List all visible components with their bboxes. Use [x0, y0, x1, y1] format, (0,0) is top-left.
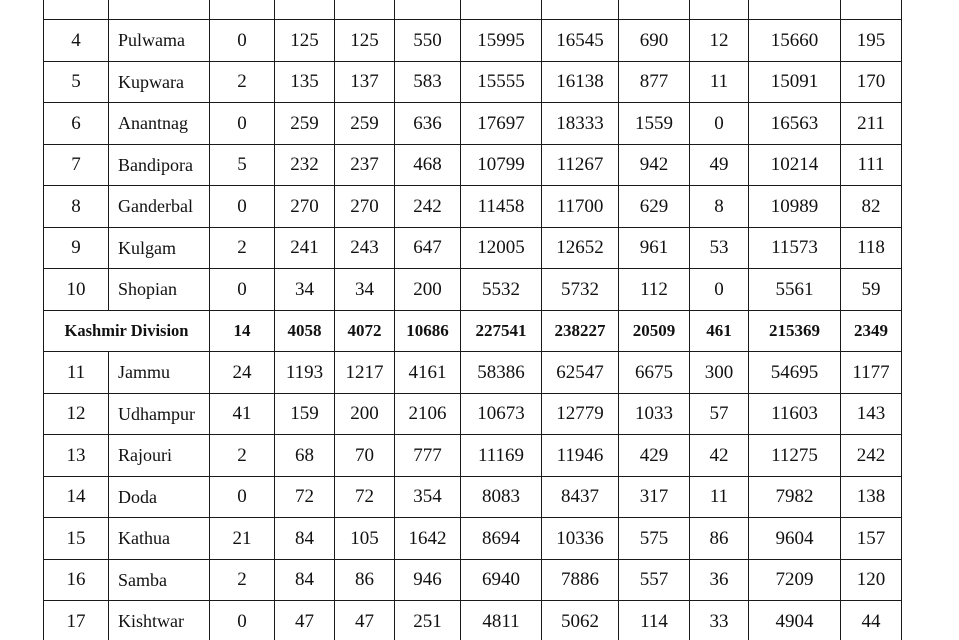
- table-cell: [335, 0, 395, 20]
- district-name-cell: Samba: [109, 559, 210, 601]
- table-row: [44, 601, 902, 640]
- division-total-row: [44, 310, 902, 352]
- value-cell: 0: [210, 601, 275, 640]
- value-cell: 251: [395, 601, 461, 640]
- value-cell: 15995: [461, 20, 542, 62]
- serial-number-cell: 9: [44, 227, 109, 269]
- table-cell: [690, 0, 749, 20]
- value-cell: 0: [690, 269, 749, 311]
- value-cell: 777: [395, 435, 461, 477]
- table-row: [44, 186, 902, 228]
- value-cell: 9604: [749, 518, 841, 560]
- district-name-cell: Jammu: [109, 352, 210, 394]
- value-cell: 24: [210, 352, 275, 394]
- serial-number-cell: 16: [44, 559, 109, 601]
- value-cell: 53: [690, 227, 749, 269]
- value-cell: 59: [841, 269, 902, 311]
- value-cell: 16138: [542, 61, 619, 103]
- division-total-cell: 14: [210, 310, 275, 352]
- value-cell: 211: [841, 103, 902, 145]
- value-cell: 575: [619, 518, 690, 560]
- value-cell: 11700: [542, 186, 619, 228]
- value-cell: 84: [275, 518, 335, 560]
- value-cell: 1642: [395, 518, 461, 560]
- value-cell: 16563: [749, 103, 841, 145]
- district-name-cell: Kupwara: [109, 61, 210, 103]
- value-cell: 49: [690, 144, 749, 186]
- value-cell: 12: [690, 20, 749, 62]
- value-cell: 41: [210, 393, 275, 435]
- value-cell: 34: [275, 269, 335, 311]
- value-cell: 5062: [542, 601, 619, 640]
- value-cell: 5732: [542, 269, 619, 311]
- table-row: [44, 144, 902, 186]
- value-cell: 0: [210, 186, 275, 228]
- district-name-cell: Rajouri: [109, 435, 210, 477]
- value-cell: 10214: [749, 144, 841, 186]
- division-total-cell: 238227: [542, 310, 619, 352]
- value-cell: 10336: [542, 518, 619, 560]
- table-cell: [542, 0, 619, 20]
- serial-number-cell: 17: [44, 601, 109, 640]
- value-cell: 1033: [619, 393, 690, 435]
- division-total-cell: 215369: [749, 310, 841, 352]
- serial-number-cell: 12: [44, 393, 109, 435]
- value-cell: 354: [395, 476, 461, 518]
- value-cell: 112: [619, 269, 690, 311]
- value-cell: 7209: [749, 559, 841, 601]
- value-cell: 241: [275, 227, 335, 269]
- district-name-cell: Kishtwar: [109, 601, 210, 640]
- serial-number-cell: 4: [44, 20, 109, 62]
- value-cell: 4811: [461, 601, 542, 640]
- table-row-cropped-top: [44, 0, 902, 20]
- value-cell: 44: [841, 601, 902, 640]
- value-cell: 42: [690, 435, 749, 477]
- district-name-cell: Anantnag: [109, 103, 210, 145]
- value-cell: 11: [690, 476, 749, 518]
- value-cell: 11169: [461, 435, 542, 477]
- value-cell: 2: [210, 435, 275, 477]
- value-cell: 259: [335, 103, 395, 145]
- value-cell: 0: [690, 103, 749, 145]
- serial-number-cell: 10: [44, 269, 109, 311]
- value-cell: 159: [275, 393, 335, 435]
- table-cell: [841, 0, 902, 20]
- value-cell: 5: [210, 144, 275, 186]
- value-cell: 1559: [619, 103, 690, 145]
- value-cell: 647: [395, 227, 461, 269]
- value-cell: 120: [841, 559, 902, 601]
- table-cell: [619, 0, 690, 20]
- value-cell: 47: [335, 601, 395, 640]
- table-cell: [275, 0, 335, 20]
- division-total-cell: 227541: [461, 310, 542, 352]
- value-cell: 58386: [461, 352, 542, 394]
- district-name-cell: Kulgam: [109, 227, 210, 269]
- value-cell: 300: [690, 352, 749, 394]
- value-cell: 11: [690, 61, 749, 103]
- value-cell: 5561: [749, 269, 841, 311]
- serial-number-cell: 11: [44, 352, 109, 394]
- value-cell: 15091: [749, 61, 841, 103]
- value-cell: 11603: [749, 393, 841, 435]
- value-cell: 200: [395, 269, 461, 311]
- value-cell: 242: [841, 435, 902, 477]
- value-cell: 170: [841, 61, 902, 103]
- table-row: [44, 518, 902, 560]
- value-cell: 2: [210, 227, 275, 269]
- value-cell: 237: [335, 144, 395, 186]
- table-row: [44, 435, 902, 477]
- table-row: [44, 103, 902, 145]
- value-cell: 961: [619, 227, 690, 269]
- value-cell: 1177: [841, 352, 902, 394]
- value-cell: 6675: [619, 352, 690, 394]
- value-cell: 270: [275, 186, 335, 228]
- division-total-cell: 461: [690, 310, 749, 352]
- value-cell: 6940: [461, 559, 542, 601]
- value-cell: 583: [395, 61, 461, 103]
- table-row: [44, 269, 902, 311]
- division-total-cell: 10686: [395, 310, 461, 352]
- value-cell: 17697: [461, 103, 542, 145]
- table-cell: [395, 0, 461, 20]
- value-cell: 105: [335, 518, 395, 560]
- value-cell: 157: [841, 518, 902, 560]
- district-name-cell: Bandipora: [109, 144, 210, 186]
- value-cell: 21: [210, 518, 275, 560]
- value-cell: 4904: [749, 601, 841, 640]
- value-cell: 195: [841, 20, 902, 62]
- value-cell: 232: [275, 144, 335, 186]
- value-cell: 690: [619, 20, 690, 62]
- table-body: [44, 0, 902, 640]
- value-cell: 4161: [395, 352, 461, 394]
- table-row: [44, 559, 902, 601]
- value-cell: 2: [210, 559, 275, 601]
- value-cell: 1193: [275, 352, 335, 394]
- serial-number-cell: 5: [44, 61, 109, 103]
- district-name-cell: Shopian: [109, 269, 210, 311]
- division-total-cell: 4058: [275, 310, 335, 352]
- table-row: [44, 227, 902, 269]
- value-cell: 243: [335, 227, 395, 269]
- value-cell: 57: [690, 393, 749, 435]
- value-cell: 636: [395, 103, 461, 145]
- value-cell: 200: [335, 393, 395, 435]
- value-cell: 1217: [335, 352, 395, 394]
- value-cell: 16545: [542, 20, 619, 62]
- value-cell: 2106: [395, 393, 461, 435]
- serial-number-cell: 13: [44, 435, 109, 477]
- value-cell: 72: [335, 476, 395, 518]
- table-cell: [44, 0, 109, 20]
- district-name-cell: Kathua: [109, 518, 210, 560]
- serial-number-cell: 8: [44, 186, 109, 228]
- table-row: [44, 476, 902, 518]
- district-name-cell: Pulwama: [109, 20, 210, 62]
- value-cell: 0: [210, 269, 275, 311]
- value-cell: 12779: [542, 393, 619, 435]
- value-cell: 54695: [749, 352, 841, 394]
- value-cell: 118: [841, 227, 902, 269]
- serial-number-cell: 7: [44, 144, 109, 186]
- value-cell: 11458: [461, 186, 542, 228]
- value-cell: 15660: [749, 20, 841, 62]
- district-name-cell: Udhampur: [109, 393, 210, 435]
- value-cell: 86: [690, 518, 749, 560]
- serial-number-cell: 14: [44, 476, 109, 518]
- division-label: Kashmir Division: [44, 310, 210, 352]
- value-cell: 137: [335, 61, 395, 103]
- serial-number-cell: 6: [44, 103, 109, 145]
- value-cell: 557: [619, 559, 690, 601]
- division-total-cell: 2349: [841, 310, 902, 352]
- value-cell: 7886: [542, 559, 619, 601]
- value-cell: 242: [395, 186, 461, 228]
- value-cell: 36: [690, 559, 749, 601]
- table-row: [44, 61, 902, 103]
- value-cell: 114: [619, 601, 690, 640]
- value-cell: 18333: [542, 103, 619, 145]
- value-cell: 138: [841, 476, 902, 518]
- value-cell: 125: [335, 20, 395, 62]
- value-cell: 468: [395, 144, 461, 186]
- value-cell: 125: [275, 20, 335, 62]
- value-cell: 0: [210, 476, 275, 518]
- value-cell: 84: [275, 559, 335, 601]
- value-cell: 270: [335, 186, 395, 228]
- value-cell: 8083: [461, 476, 542, 518]
- value-cell: 82: [841, 186, 902, 228]
- value-cell: 143: [841, 393, 902, 435]
- value-cell: 33: [690, 601, 749, 640]
- table-row: [44, 393, 902, 435]
- table-cell: [749, 0, 841, 20]
- value-cell: 135: [275, 61, 335, 103]
- value-cell: 47: [275, 601, 335, 640]
- value-cell: 7982: [749, 476, 841, 518]
- value-cell: 317: [619, 476, 690, 518]
- value-cell: 70: [335, 435, 395, 477]
- division-total-cell: 4072: [335, 310, 395, 352]
- value-cell: 0: [210, 20, 275, 62]
- value-cell: 5532: [461, 269, 542, 311]
- value-cell: 86: [335, 559, 395, 601]
- value-cell: 946: [395, 559, 461, 601]
- value-cell: 11275: [749, 435, 841, 477]
- district-data-table: [43, 0, 902, 640]
- value-cell: 10989: [749, 186, 841, 228]
- value-cell: 8437: [542, 476, 619, 518]
- serial-number-cell: 15: [44, 518, 109, 560]
- value-cell: 2: [210, 61, 275, 103]
- table-row: [44, 20, 902, 62]
- value-cell: 11573: [749, 227, 841, 269]
- district-name-cell: Ganderbal: [109, 186, 210, 228]
- table-cell: [109, 0, 210, 20]
- district-name-cell: Doda: [109, 476, 210, 518]
- value-cell: 62547: [542, 352, 619, 394]
- value-cell: 10673: [461, 393, 542, 435]
- value-cell: 877: [619, 61, 690, 103]
- value-cell: 8694: [461, 518, 542, 560]
- value-cell: 68: [275, 435, 335, 477]
- value-cell: 34: [335, 269, 395, 311]
- value-cell: 429: [619, 435, 690, 477]
- value-cell: 11267: [542, 144, 619, 186]
- value-cell: 12652: [542, 227, 619, 269]
- value-cell: 15555: [461, 61, 542, 103]
- table-row: [44, 352, 902, 394]
- value-cell: 10799: [461, 144, 542, 186]
- value-cell: 8: [690, 186, 749, 228]
- value-cell: 11946: [542, 435, 619, 477]
- value-cell: 942: [619, 144, 690, 186]
- table-cell: [210, 0, 275, 20]
- value-cell: 629: [619, 186, 690, 228]
- value-cell: 72: [275, 476, 335, 518]
- value-cell: 259: [275, 103, 335, 145]
- value-cell: 111: [841, 144, 902, 186]
- value-cell: 12005: [461, 227, 542, 269]
- value-cell: 550: [395, 20, 461, 62]
- table-cell: [461, 0, 542, 20]
- value-cell: 0: [210, 103, 275, 145]
- division-total-cell: 20509: [619, 310, 690, 352]
